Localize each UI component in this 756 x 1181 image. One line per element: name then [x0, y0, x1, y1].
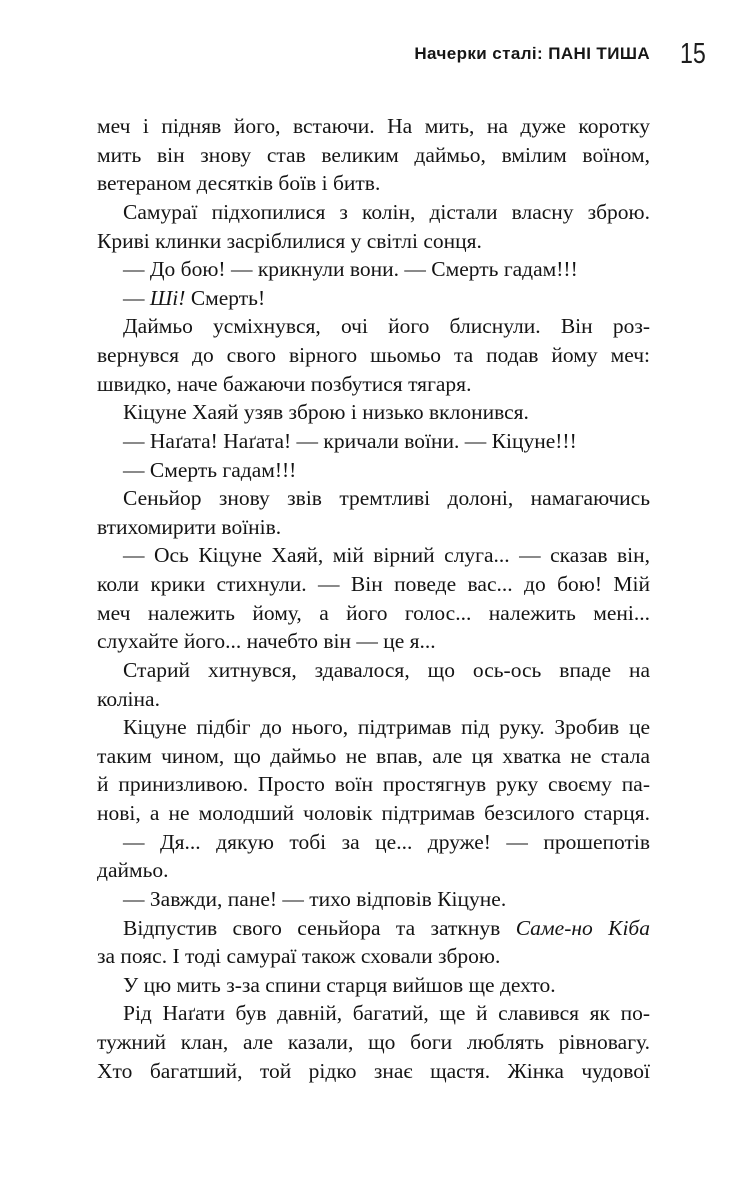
text-segment: слухайте його... начебто він — це я... [97, 629, 436, 654]
text-segment: Криві клинки засріблилися у світлі сонця. [97, 228, 482, 253]
text-line [97, 198, 650, 227]
text-line [97, 541, 650, 570]
paragraph [97, 255, 650, 284]
paragraph [97, 398, 650, 427]
text-segment: Старий хитнувся, здавалося, що ось-ось впаде на [123, 657, 650, 682]
text-segment: Рід Наґати був давній, багатий, ще й славився як по- [123, 1001, 650, 1026]
text-line [97, 484, 650, 513]
paragraph [97, 312, 650, 398]
paragraph [97, 284, 650, 313]
italic-text-segment: Саме-но Кіба [515, 915, 650, 940]
text-segment: за пояс. І тоді самураї також сховали зброю. [97, 944, 501, 969]
text-line [97, 627, 650, 656]
text-segment: Даймьо усміхнувся, очі його блиснули. Він роз- [123, 314, 650, 339]
text-line [97, 799, 650, 828]
text-segment: Кіцуне підбіг до нього, підтримав під руку. Зробив це [123, 715, 650, 740]
paragraph [97, 999, 650, 1085]
text-line [97, 284, 650, 313]
text-segment: Хто багатший, той рідко знає щастя. Жінка чудової [97, 1058, 650, 1083]
text-segment: коліна. [97, 686, 160, 711]
paragraph [97, 914, 650, 971]
text-line [97, 141, 650, 170]
text-segment: меч належить йому, а його голос... належить мені... [97, 600, 650, 625]
text-segment: вернувся до свого вірного шьомьо та подав йому меч: [97, 343, 650, 367]
text-segment: нові, а не молодший чоловік підтримав безсилого старця. [97, 801, 650, 825]
text-line [97, 312, 650, 341]
paragraph [97, 456, 650, 485]
text-segment: даймьо. [97, 858, 169, 883]
text-segment: таким чином, що даймьо не впав, але ця хватка не стала [97, 743, 650, 768]
text-segment: ветераном десятків боїв і битв. [97, 171, 381, 196]
text-segment: — До бою! — крикнули вони. — Смерть гадам!!! [123, 257, 578, 282]
text-segment: Смерть! [185, 285, 266, 310]
text-segment: — Дя... дякую тобі за це... друже! — прошепотів [123, 829, 650, 854]
text-segment: — Наґата! Наґата! — кричали воїни. — Кіцуне!!! [123, 428, 577, 453]
text-line [97, 599, 650, 628]
text-line [97, 914, 650, 943]
italic-text-segment: Ші! [149, 285, 186, 310]
text-line [97, 398, 650, 427]
text-segment: й принизливою. Просто воїн простягнув руку своєму па- [97, 772, 650, 797]
text-segment: швидко, наче бажаючи позбутися тягаря. [97, 371, 472, 396]
text-line [97, 971, 650, 1000]
paragraph [97, 198, 650, 255]
paragraph [97, 484, 650, 541]
text-line [97, 341, 650, 370]
text-segment: Сеньйор знову звів тремтливі долоні, намагаючись [123, 486, 650, 511]
text-segment: Відпустив свого сеньйора та заткнув [123, 915, 516, 940]
paragraph [97, 828, 650, 885]
text-segment: тужний клан, але казали, що боги люблять рівновагу. [97, 1030, 650, 1054]
text-segment: — Завжди, пане! — тихо відповів Кіцуне. [123, 886, 507, 911]
text-line [97, 112, 650, 141]
text-line [97, 227, 650, 256]
text-segment: Кіцуне Хаяй узяв зброю і низько вклонився. [123, 400, 529, 425]
text-segment: У цю мить з-за спини старця вийшов ще дехто. [123, 972, 556, 997]
page-body [97, 112, 650, 1085]
text-line [97, 685, 650, 714]
text-line [97, 570, 650, 599]
text-segment: — Ось Кіцуне Хаяй, мій вірний слуга... — сказав він, [123, 543, 650, 568]
text-line [97, 656, 650, 685]
paragraph [97, 713, 650, 828]
text-line [97, 770, 650, 799]
text-line [97, 427, 650, 456]
text-segment: мить він знову став великим даймьо, вмілим воїном, [97, 142, 650, 167]
paragraph [97, 427, 650, 456]
text-segment: — [123, 285, 150, 310]
text-line [97, 856, 650, 885]
text-line [97, 999, 650, 1028]
text-line [97, 255, 650, 284]
text-line [97, 169, 650, 198]
text-line [97, 513, 650, 542]
paragraph [97, 656, 650, 713]
paragraph [97, 541, 650, 656]
text-segment: коли крики стихнули. — Він поведе вас... до бою! Мій [97, 572, 650, 596]
paragraph [97, 112, 650, 198]
page-number: 15 [680, 38, 706, 70]
text-segment: меч і підняв його, встаючи. На мить, на дуже коротку [97, 114, 650, 138]
text-segment: — Смерть гадам!!! [123, 457, 297, 482]
text-line [97, 942, 650, 971]
text-line [97, 456, 650, 485]
text-line [97, 1028, 650, 1057]
text-segment: втихомирити воїнів. [97, 514, 282, 539]
text-line [97, 828, 650, 857]
running-title: Начерки сталі: ПАНІ ТИША [414, 44, 650, 63]
text-line [97, 885, 650, 914]
text-line [97, 1057, 650, 1086]
text-line [97, 370, 650, 399]
text-segment: Самураї підхопилися з колін, дістали власну зброю. [123, 199, 650, 224]
paragraph [97, 971, 650, 1000]
text-line [97, 742, 650, 771]
paragraph [97, 885, 650, 914]
text-line [97, 713, 650, 742]
